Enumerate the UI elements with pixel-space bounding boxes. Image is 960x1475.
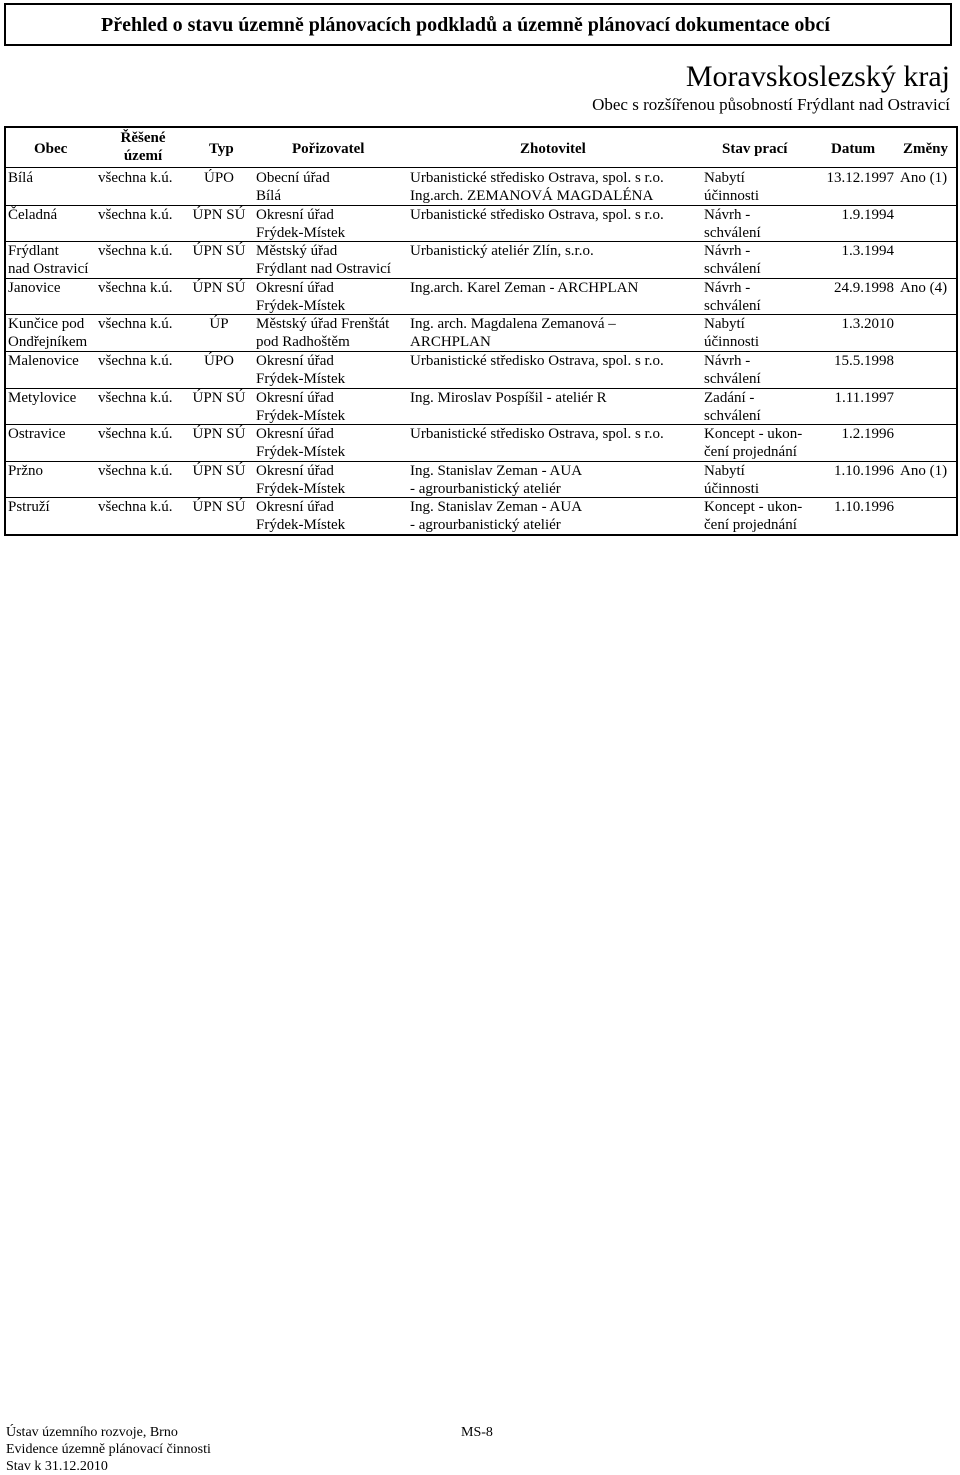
header-divider xyxy=(4,167,958,168)
porizovatel-cell: Obecní úřad xyxy=(256,170,330,186)
stav-praci-cell: Nabytí xyxy=(704,316,745,333)
stav-praci-cell: Nabytí xyxy=(704,462,745,479)
obec-cell: Ostravice xyxy=(8,426,66,443)
resene-uzemi-cell: všechna k.ú. xyxy=(98,170,173,186)
stav-praci-cell: Koncept - ukon- xyxy=(704,426,803,443)
header-stav-praci: Stav prací xyxy=(722,141,788,157)
footer-date: Stav k 31.12.2010 xyxy=(6,1459,108,1474)
datum-cell: 1.11.1997 xyxy=(834,389,894,406)
footer-sheet-code: MS-8 xyxy=(461,1425,493,1440)
resene-uzemi-cell: všechna k.ú. xyxy=(98,462,173,479)
zhotovitel-cell: Ing. Miroslav Pospíšil - ateliér R xyxy=(410,389,607,406)
datum-cell: 15.5.1998 xyxy=(834,353,894,369)
datum-cell: 24.9.1998 xyxy=(834,279,894,296)
obec-cell: Pstruží xyxy=(8,499,50,516)
typ-cell: ÚPN SÚ xyxy=(192,426,246,443)
datum-cell: 13.12.1997 xyxy=(826,170,894,186)
zhotovitel-cell: ARCHPLAN xyxy=(410,334,491,351)
porizovatel-cell: Městský úřad xyxy=(256,243,338,260)
porizovatel-cell: Frýdek-Místek xyxy=(256,371,346,387)
footer-institute: Ústav územního rozvoje, Brno xyxy=(6,1425,178,1440)
datum-cell: 1.3.2010 xyxy=(841,316,894,333)
resene-uzemi-cell: všechna k.ú. xyxy=(98,316,173,333)
porizovatel-cell: Městský úřad Frenštát xyxy=(256,316,390,333)
porizovatel-cell: Frýdlant nad Ostravicí xyxy=(256,261,391,278)
typ-cell: ÚPN SÚ xyxy=(192,279,246,296)
typ-cell: ÚPN SÚ xyxy=(192,206,246,223)
resene-uzemi-cell: všechna k.ú. xyxy=(98,243,173,260)
obec-cell: Ondřejníkem xyxy=(8,334,88,351)
porizovatel-cell: pod Radhoštěm xyxy=(256,334,350,351)
porizovatel-cell: Okresní úřad xyxy=(256,206,334,223)
stav-praci-cell: schválení xyxy=(704,407,761,424)
stav-praci-cell: Návrh - xyxy=(704,206,751,223)
header-obec: Obec xyxy=(34,141,68,157)
header-zmeny: Změny xyxy=(903,141,948,157)
obec-cell: Pržno xyxy=(8,462,43,479)
page-title: Přehled o stavu územně plánovacích podkladů a územně plánovací dokumentace obcí xyxy=(4,3,952,46)
stav-praci-cell: Nabytí xyxy=(704,170,745,186)
header-zhotovitel: Zhotovitel xyxy=(520,141,586,157)
porizovatel-cell: Frýdek-Místek xyxy=(256,480,346,497)
header-porizovatel: Pořizovatel xyxy=(292,141,365,157)
obec-cell: Bílá xyxy=(8,170,33,186)
zhotovitel-cell: Urbanistické středisko Ostrava, spol. s r.o. xyxy=(410,170,664,186)
porizovatel-cell: Bílá xyxy=(256,188,281,204)
resene-uzemi-cell: všechna k.ú. xyxy=(98,353,173,369)
typ-cell: ÚPO xyxy=(203,353,234,369)
porizovatel-cell: Okresní úřad xyxy=(256,353,334,369)
zhotovitel-cell: Urbanistické středisko Ostrava, spol. s r.o. xyxy=(410,206,664,223)
obec-cell: Malenovice xyxy=(8,353,79,369)
zhotovitel-cell: Ing. arch. Magdalena Zemanová – xyxy=(410,316,616,333)
porizovatel-cell: Frýdek-Místek xyxy=(256,444,346,461)
resene-uzemi-cell: všechna k.ú. xyxy=(98,206,173,223)
datum-cell: 1.3.1994 xyxy=(841,243,894,260)
datum-cell: 1.9.1994 xyxy=(841,206,894,223)
zhotovitel-cell: Ing. Stanislav Zeman - AUA xyxy=(410,499,583,516)
porizovatel-cell: Okresní úřad xyxy=(256,389,334,406)
porizovatel-cell: Okresní úřad xyxy=(256,499,334,516)
zhotovitel-cell: Ing.arch. Karel Zeman - ARCHPLAN xyxy=(410,279,639,296)
resene-uzemi-cell: všechna k.ú. xyxy=(98,499,173,516)
porizovatel-cell: Okresní úřad xyxy=(256,279,334,296)
obec-cell: Čeladná xyxy=(8,206,58,223)
stav-praci-cell: Koncept - ukon- xyxy=(704,499,803,516)
typ-cell: ÚPN SÚ xyxy=(192,462,246,479)
obec-cell: nad Ostravicí xyxy=(8,261,89,278)
stav-praci-cell: schválení xyxy=(704,371,761,387)
stav-praci-cell: účinnosti xyxy=(704,480,759,497)
footer-evidence: Evidence územně plánovací činnosti xyxy=(6,1442,211,1457)
zhotovitel-cell: Urbanistický ateliér Zlín, s.r.o. xyxy=(410,243,594,260)
stav-praci-cell: schválení xyxy=(704,297,761,314)
zhotovitel-cell: - agrourbanistický ateliér xyxy=(410,480,561,497)
resene-uzemi-cell: všechna k.ú. xyxy=(98,279,173,296)
zhotovitel-cell: Urbanistické středisko Ostrava, spol. s r.o. xyxy=(410,353,664,369)
header-typ: Typ xyxy=(209,141,234,157)
zhotovitel-cell: Urbanistické středisko Ostrava, spol. s r.o. xyxy=(410,426,664,443)
zmeny-cell: Ano (1) xyxy=(900,170,948,186)
typ-cell: ÚPN SÚ xyxy=(192,243,246,260)
zmeny-cell: Ano (1) xyxy=(900,462,948,479)
typ-cell: ÚPO xyxy=(203,170,234,186)
header-datum: Datum xyxy=(831,141,876,157)
typ-cell: ÚP xyxy=(209,316,229,333)
typ-cell: ÚPN SÚ xyxy=(192,499,246,516)
stav-praci-cell: Návrh - xyxy=(704,243,751,260)
stav-praci-cell: účinnosti xyxy=(704,334,759,351)
porizovatel-cell: Frýdek-Místek xyxy=(256,224,346,241)
stav-praci-cell: čení projednání xyxy=(704,517,797,534)
obec-cell: Frýdlant xyxy=(8,243,59,260)
typ-cell: ÚPN SÚ xyxy=(192,389,246,406)
stav-praci-cell: čení projednání xyxy=(704,444,797,461)
porizovatel-cell: Frýdek-Místek xyxy=(256,517,346,534)
zhotovitel-cell: - agrourbanistický ateliér xyxy=(410,517,561,534)
datum-cell: 1.2.1996 xyxy=(841,426,894,443)
obec-cell: Janovice xyxy=(8,279,61,296)
stav-praci-cell: schválení xyxy=(704,261,761,278)
header-resene-uzemi xyxy=(108,129,178,165)
header-resene-line1: Řěšené xyxy=(120,130,166,146)
zhotovitel-cell: Ing. Stanislav Zeman - AUA xyxy=(410,462,583,479)
stav-praci-cell: účinnosti xyxy=(704,188,759,204)
region-name: Moravskoslezský kraj xyxy=(685,60,950,93)
stav-praci-cell: Návrh - xyxy=(704,279,751,296)
resene-uzemi-cell: všechna k.ú. xyxy=(98,389,173,406)
obec-cell: Kunčice pod xyxy=(8,316,85,333)
zmeny-cell: Ano (4) xyxy=(900,279,948,296)
porizovatel-cell: Frýdek-Místek xyxy=(256,297,346,314)
stav-praci-cell: schválení xyxy=(704,224,761,241)
header-resene-line2: území xyxy=(123,148,163,164)
obec-cell: Metylovice xyxy=(8,389,77,406)
subregion-name: Obec s rozšířenou působností Frýdlant nad Ostravicí xyxy=(592,95,950,114)
porizovatel-cell: Okresní úřad xyxy=(256,426,334,443)
datum-cell: 1.10.1996 xyxy=(834,499,894,516)
stav-praci-cell: Zadání - xyxy=(704,389,755,406)
stav-praci-cell: Návrh - xyxy=(704,353,751,369)
zhotovitel-cell: Ing.arch. ZEMANOVÁ MAGDALÉNA xyxy=(410,188,654,204)
porizovatel-cell: Okresní úřad xyxy=(256,462,334,479)
resene-uzemi-cell: všechna k.ú. xyxy=(98,426,173,443)
datum-cell: 1.10.1996 xyxy=(834,462,894,479)
porizovatel-cell: Frýdek-Místek xyxy=(256,407,346,424)
